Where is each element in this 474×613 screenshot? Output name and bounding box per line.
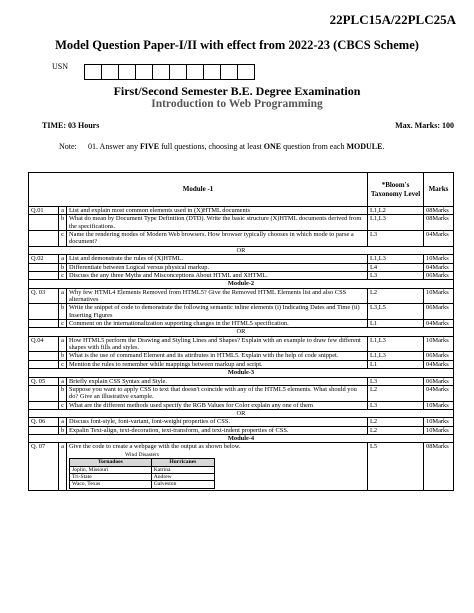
question-text: Differentiate between Logical versus physical markup.: [67, 263, 368, 271]
question-number: [29, 215, 59, 231]
sub-question-letter: b: [59, 215, 67, 231]
marks-value: 10Marks: [424, 255, 454, 263]
question-row: [29, 336, 454, 352]
marks-value: 08Marks: [424, 207, 454, 215]
marks-value: 10Marks: [424, 288, 454, 304]
exam-title: First/Second Semester B.E. Degree Examination: [113, 84, 361, 98]
question-number: Q. 05: [29, 377, 59, 385]
question-text: Discuss the any three Myths and Misconceptions About HTML and XHTML.: [67, 271, 368, 279]
question-row: [29, 255, 454, 263]
question-text: What are the different methods used specify the RGB Values for Color explain any one of them: [67, 401, 368, 409]
sub-question-letter: c: [59, 401, 67, 409]
question-text: List and explain most common elements used in (X)HTML documents: [67, 207, 368, 215]
wind-cell: Waco, Texas: [70, 481, 152, 488]
question-text-line: Give the code to create a webpage with the output as shown below.: [69, 443, 241, 451]
bloom-level: L2: [368, 418, 424, 426]
marks-value: 10Marks: [424, 401, 454, 409]
or-separator: OR: [29, 328, 454, 336]
sub-question-letter: a: [59, 255, 67, 263]
marks-value: 10Marks: [424, 426, 454, 434]
question-number: Q.02: [29, 255, 59, 263]
question-number: [29, 352, 59, 360]
bloom-level: L1,L3: [368, 352, 424, 360]
paper-code: 22PLC15A/22PLC25A: [329, 12, 456, 27]
sub-question-letter: b: [59, 385, 67, 401]
sub-question-letter: b: [59, 263, 67, 271]
wind-disasters-figure: [69, 452, 215, 489]
or-separator: OR: [29, 246, 454, 254]
question-text: Mention the rules to remember while mappings between markup and script.: [67, 360, 368, 368]
marks-value: 06Marks: [424, 304, 454, 320]
bloom-level: L1,L2: [368, 207, 424, 215]
wind-cell: Andrew: [151, 474, 214, 481]
sub-question-letter: c: [59, 360, 67, 368]
question-row: [29, 231, 454, 247]
question-text: Suppose you want to apply CSS to text that doesn't coincide with any of the HTML5 elements. What should you do? Give an illustrative example.: [67, 385, 368, 401]
question-number: [29, 385, 59, 401]
sub-question-letter: c: [59, 271, 67, 279]
marks-value: 06Marks: [424, 377, 454, 385]
question-row: [29, 426, 454, 434]
marks-value: 04Marks: [424, 263, 454, 271]
bloom-level: L1: [368, 320, 424, 328]
question-row: [29, 377, 454, 385]
marks-value: 10Marks: [424, 418, 454, 426]
question-text: Discuss font-style, font-variant, font-weight properties of CSS.: [67, 418, 368, 426]
question-text: How HTML5 perform the Drawing and Styling Lines and Shapes? Explain with an example to draw few different shapes with fills and styles.: [67, 336, 368, 352]
marks-value: 04Marks: [424, 360, 454, 368]
question-number: Q.01: [29, 207, 59, 215]
question-row: [29, 304, 454, 320]
question-row: [29, 360, 454, 368]
question-number: [29, 320, 59, 328]
question-row: [29, 263, 454, 271]
usn-boxes: [85, 64, 255, 80]
bloom-level: L3: [368, 231, 424, 247]
question-number: [29, 304, 59, 320]
question-number: [29, 271, 59, 279]
marks-header: Marks: [424, 173, 454, 207]
marks-value: 08Marks: [424, 215, 454, 231]
module-header: Module-2: [29, 280, 454, 288]
bloom-level: L2: [368, 385, 424, 401]
sub-question-letter: b: [59, 426, 67, 434]
marks-value: 06Marks: [424, 271, 454, 279]
bloom-level: L2: [368, 426, 424, 434]
question-text: [67, 443, 368, 490]
usn-label: USN: [52, 62, 69, 71]
question-row: [29, 288, 454, 304]
question-text: Write the snippet of code to demonstrate the following semantic inline elements (i) Indicating Dates and Time (ii) Inserting Figures: [67, 304, 368, 320]
wind-caption: Wind Disasters: [124, 451, 160, 458]
question-number: Q.04: [29, 336, 59, 352]
module-1-header: Module -1: [29, 173, 368, 207]
sub-question-letter: a: [59, 336, 67, 352]
question-text: Briefly explain CSS Syntax and Style.: [67, 377, 368, 385]
question-row: [29, 207, 454, 215]
bloom-level: L3: [368, 377, 424, 385]
bloom-level: L1,L3: [368, 215, 424, 231]
bloom-level: L3,L5: [368, 304, 424, 320]
sub-question-letter: b: [59, 304, 67, 320]
question-row: [29, 320, 454, 328]
sub-question-letter: a: [59, 288, 67, 304]
question-table: [28, 172, 454, 491]
question-number: [29, 426, 59, 434]
sub-question-letter: a: [59, 443, 67, 490]
question-row: [29, 385, 454, 401]
wind-cell: Galveston: [151, 481, 214, 488]
question-row: [29, 215, 454, 231]
or-separator: OR: [29, 409, 454, 417]
question-row: [29, 418, 454, 426]
question-number: Q. 07: [29, 443, 59, 490]
question-number: Q. 03: [29, 288, 59, 304]
marks-value: 04Marks: [424, 320, 454, 328]
bloom-header: *Bloom's Taxonomy Level: [368, 173, 424, 207]
sub-question-letter: a: [59, 207, 67, 215]
question-text: Expalin Text-align, text-decoration, text-transform, and text-indent properties of CSS.: [67, 426, 368, 434]
exam-time: TIME: 03 Hours: [42, 121, 100, 130]
wind-cell: Tri-State: [70, 474, 152, 481]
marks-value: 06Marks: [424, 352, 454, 360]
marks-value: 04Marks: [424, 231, 454, 247]
wind-table: [69, 458, 215, 489]
question-number: [29, 231, 59, 247]
note-text: 01. Answer any FIVE full questions, choosing at least ONE question from each MODULE.: [88, 142, 385, 151]
bloom-level: L2: [368, 288, 424, 304]
question-text: List and demonstrate the rules of (X)HTML.: [67, 255, 368, 263]
bloom-level: L5: [368, 443, 424, 490]
max-marks: Max. Marks: 100: [395, 121, 454, 130]
bloom-level: L3: [368, 401, 424, 409]
question-number: [29, 263, 59, 271]
marks-value: 10Marks: [424, 336, 454, 352]
bloom-level: L1,L3: [368, 255, 424, 263]
question-number: Q. 06: [29, 418, 59, 426]
wind-header-cell: Tornadoes: [70, 459, 152, 466]
module-header: Module-4: [29, 435, 454, 443]
bloom-level: L4: [368, 263, 424, 271]
module-header: Module-3: [29, 369, 454, 377]
note-label: Note:: [59, 142, 77, 151]
question-row: [29, 443, 454, 490]
question-text: Comment on the internationalization supporting changes in the HTML5 specification.: [67, 320, 368, 328]
question-number: [29, 360, 59, 368]
question-number: [29, 401, 59, 409]
sub-question-letter: a: [59, 377, 67, 385]
sub-question-letter: c: [59, 231, 67, 247]
question-text: What is the use of command Element and its attributes in HTML5. Explain with the help of code snippet.: [67, 352, 368, 360]
sub-question-letter: a: [59, 418, 67, 426]
wind-cell: Joplin, Missouri: [70, 466, 152, 473]
bloom-level: L3: [368, 271, 424, 279]
question-row: [29, 401, 454, 409]
sub-question-letter: b: [59, 352, 67, 360]
question-text: What do mean by Document Type Definition (DTD). Write the basic structure (X)HTML documents derived from the specifications.: [67, 215, 368, 231]
wind-cell: Katrina: [151, 466, 214, 473]
paper-title: Model Question Paper-I/II with effect from 2022-23 (CBCS Scheme): [55, 38, 419, 52]
sub-question-letter: c: [59, 320, 67, 328]
marks-value: 04Marks: [424, 385, 454, 401]
question-row: [29, 271, 454, 279]
question-text: Name the rendering modes of Modern Web browsers. How browser typically chooses in which mode to parse a document?: [67, 231, 368, 247]
marks-value: 08Marks: [424, 443, 454, 490]
bloom-level: L1: [368, 360, 424, 368]
wind-header-cell: Hurricanes: [151, 459, 214, 466]
question-text: Why few HTML4 Elements Removed from HTML5? Give the Removed HTML Elements list and also CSS alternatives: [67, 288, 368, 304]
subject-title: Introduction to Web Programming: [151, 98, 323, 110]
bloom-level: L1,L3: [368, 336, 424, 352]
question-row: [29, 352, 454, 360]
